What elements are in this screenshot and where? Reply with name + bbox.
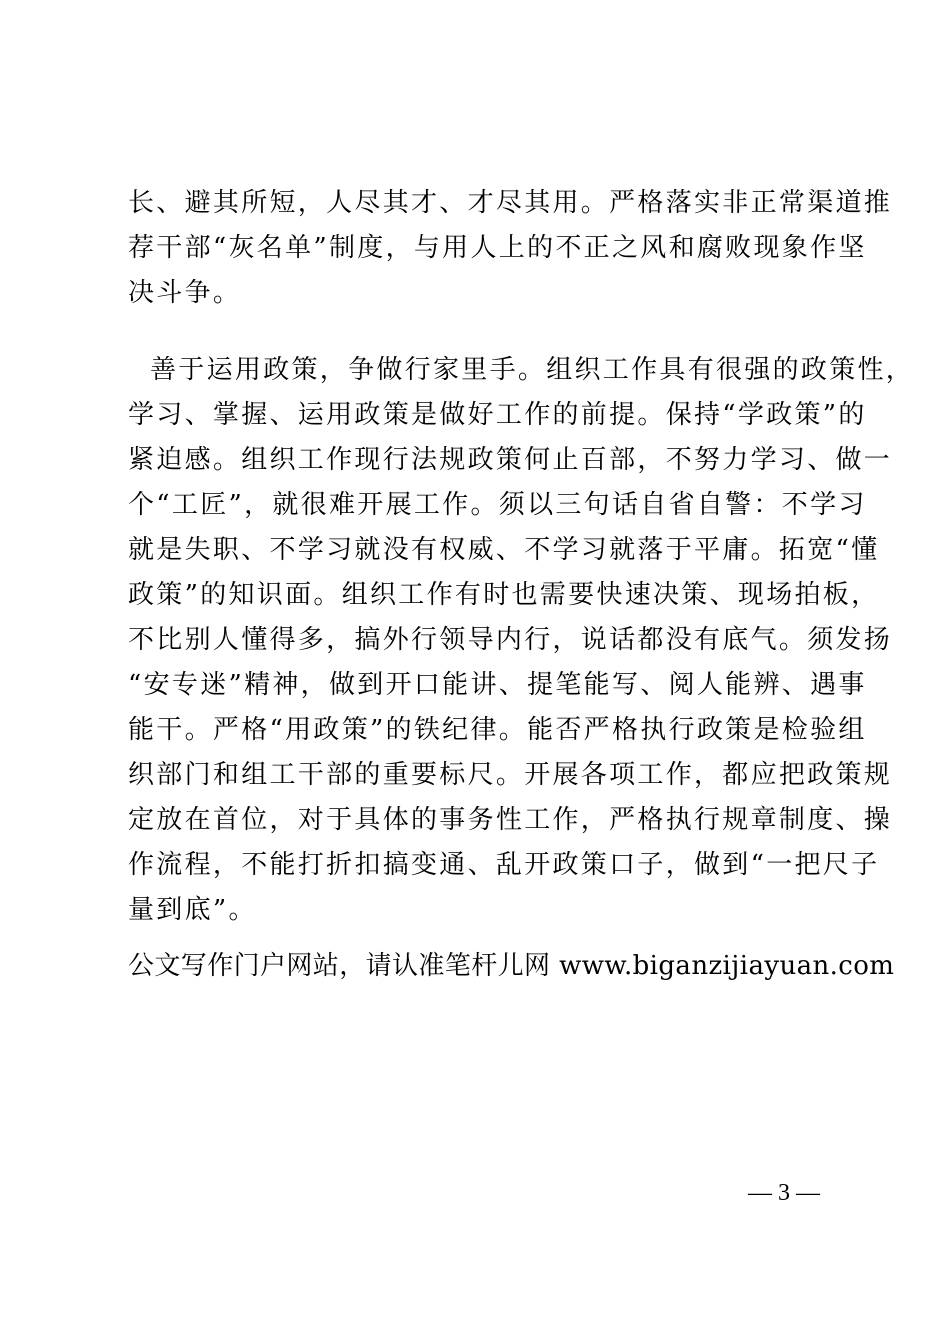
paragraph-2-line-3: 紧迫感。组织工作现行法规政策何止百部，不努力学习、做一: [128, 445, 893, 475]
page-number: — 3 —: [748, 1180, 820, 1206]
paragraph-1-line-1: 长、避其所短，人尽其才、才尽其用。严格落实非正常渠道推: [128, 188, 893, 218]
paragraph-2-line-1: 善于运用政策，争做行家里手。组织工作具有很强的政策性，: [150, 355, 915, 385]
paragraph-2-line-4: 个“工匠”，就很难开展工作。须以三句话自省自警：不学习: [128, 490, 867, 520]
paragraph-1-line-2: 荐干部“灰名单”制度，与用人上的不正之风和腐败现象作坚: [128, 233, 867, 263]
paragraph-2-line-8: “安专迷”精神，做到开口能讲、提笔能写、阅人能辨、遇事: [128, 670, 867, 700]
paragraph-2-line-6: 政策”的知识面。组织工作有时也需要快速决策、现场拍板，: [128, 580, 880, 610]
paragraph-2-line-13: 量到底”。: [128, 895, 257, 925]
paragraph-2-line-10: 织部门和组工干部的重要标尺。开展各项工作，都应把政策规: [128, 760, 893, 790]
paragraph-2-line-7: 不比别人懂得多，搞外行领导内行，说话都没有底气。须发扬: [128, 625, 893, 655]
footer-note: 公文写作门户网站，请认准笔杆儿网 www.biganzijiayuan.com: [128, 951, 895, 981]
paragraph-2-line-11: 定放在首位，对于具体的事务性工作，严格执行规章制度、操: [128, 805, 893, 835]
paragraph-1-line-3: 决斗争。: [128, 278, 242, 308]
paragraph-2-line-12: 作流程，不能打折扣搞变通、乱开政策口子，做到“一把尺子: [128, 850, 880, 880]
paragraph-2-line-9: 能干。严格“用政策”的铁纪律。能否严格执行政策是检验组: [128, 715, 867, 745]
paragraph-2-line-5: 就是失职、不学习就没有权威、不学习就落于平庸。拓宽“懂: [128, 535, 880, 565]
paragraph-2-line-2: 学习、掌握、运用政策是做好工作的前提。保持“学政策”的: [128, 400, 867, 430]
